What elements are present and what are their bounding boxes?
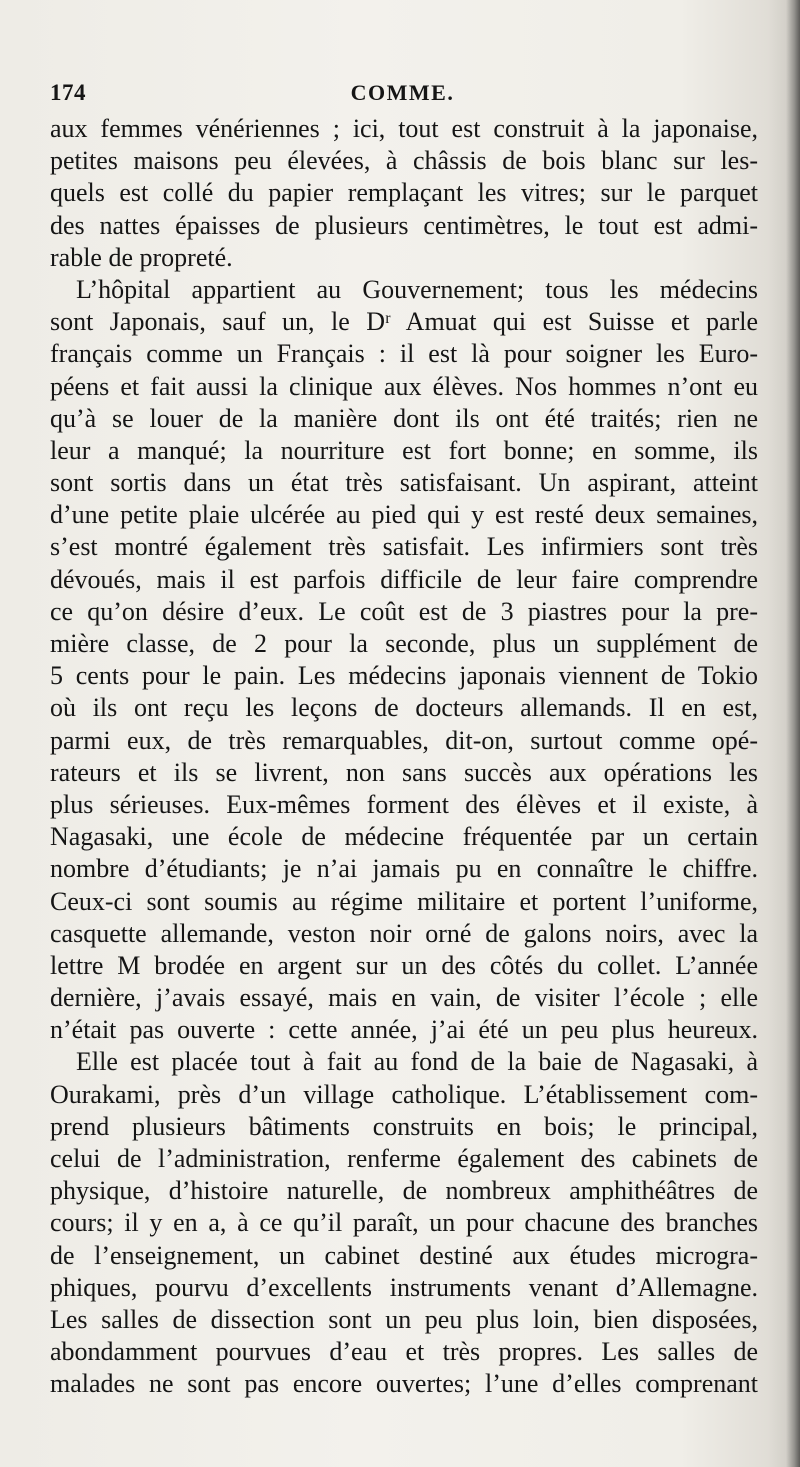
text-line: de l’enseignement, un cabinet destiné aux études microgra- — [50, 1240, 758, 1270]
text-line: abondamment pourvues d’eau et très propres. Les salles de — [50, 1337, 758, 1367]
text-line: qu’à se louer de la manière dont ils ont été traités; rien ne — [50, 403, 758, 433]
text-line: Elle est placée tout à fait au fond de la baie de Nagasaki, à — [76, 1047, 758, 1077]
text-line: dernière, j’avais essayé, mais en vain, de visiter l’école ; elle — [50, 983, 758, 1013]
text-line: casquette allemande, veston noir orné de galons noirs, avec la — [50, 918, 758, 948]
text-line: Ceux-ci sont soumis au régime militaire et portent l’uniforme, — [50, 886, 758, 916]
text-line: prend plusieurs bâtiments construits en bois; le principal, — [50, 1111, 758, 1141]
text-line: ce qu’on désire d’eux. Le coût est de 3 piastres pour la pre- — [50, 596, 758, 626]
text-line: L’hôpital appartient au Gouvernement; tous les médecins — [76, 274, 758, 304]
text-line: petites maisons peu élevées, à châssis de bois blanc sur les- — [50, 146, 758, 176]
text-line: Ourakami, près d’un village catholique. L’établissement com- — [50, 1079, 758, 1109]
text-line: 5 cents pour le pain. Les médecins japonais viennent de Tokio — [50, 661, 758, 691]
text-line: des nattes épaisses de plusieurs centimètres, le tout est admi- — [50, 210, 758, 240]
text-line: rateurs et ils se livrent, non sans succès aux opérations les — [50, 757, 758, 787]
page-number: 174 — [50, 80, 86, 105]
text-line: cours; il y en a, à ce qu’il paraît, un pour chacune des branches — [50, 1208, 758, 1238]
body-text — [50, 113, 758, 1401]
text-line: quels est collé du papier remplaçant les vitres; sur le parquet — [50, 178, 758, 208]
running-head: COMME. — [350, 80, 455, 105]
text-line: celui de l’administration, renferme également des cabinets de — [50, 1144, 758, 1173]
text-line: dévoués, mais il est parfois difficile de leur faire comprendre — [50, 564, 758, 594]
text-line: sont sortis dans un état très satisfaisant. Un aspirant, atteint — [50, 468, 758, 498]
text-line: physique, d’histoire naturelle, de nombreux amphithéâtres de — [50, 1176, 758, 1206]
text-line: péens et fait aussi la clinique aux élèves. Nos hommes n’ont eu — [50, 371, 758, 401]
text-line: rable de propreté. — [50, 242, 233, 272]
text-line: malades ne sont pas encore ouvertes; l’une d’elles comprenant — [50, 1369, 758, 1399]
text-line: phiques, pourvu d’excellents instruments venant d’Allemagne. — [50, 1272, 758, 1302]
text-line: plus sérieuses. Eux-mêmes forment des élèves et il existe, à — [50, 789, 758, 819]
text-line: d’une petite plaie ulcérée au pied qui y est resté deux semaines, — [50, 500, 758, 530]
text-line: Nagasaki, une école de médecine fréquentée par un certain — [50, 822, 758, 852]
text-line: sont Japonais, sauf un, le Dʳ Amuat qui est Suisse et parle — [50, 307, 758, 337]
text-line: où ils ont reçu les leçons de docteurs allemands. Il en est, — [50, 693, 758, 723]
text-line: nombre d’étudiants; je n’ai jamais pu en connaître le chiffre. — [50, 854, 758, 884]
text-line: lettre M brodée en argent sur un des côtés du collet. L’année — [50, 950, 758, 980]
text-line: Les salles de dissection sont un peu plus loin, bien disposées, — [50, 1304, 758, 1334]
text-line: parmi eux, de très remarquables, dit-on, surtout comme opé- — [50, 725, 758, 755]
text-line: aux femmes vénériennes ; ici, tout est construit à la japonaise, — [50, 114, 758, 143]
text-line: mière classe, de 2 pour la seconde, plus un supplément de — [50, 629, 758, 658]
page-edge-shadow — [786, 0, 800, 1467]
text-line: français comme un Français : il est là pour soigner les Euro- — [50, 339, 758, 369]
text-line: leur a manqué; la nourriture est fort bonne; en somme, ils — [50, 435, 758, 465]
page-header — [50, 80, 755, 114]
text-line: n’était pas ouverte : cette année, j’ai été un peu plus heureux. — [50, 1015, 758, 1045]
text-line: s’est montré également très satisfait. Les infirmiers sont très — [50, 532, 758, 562]
